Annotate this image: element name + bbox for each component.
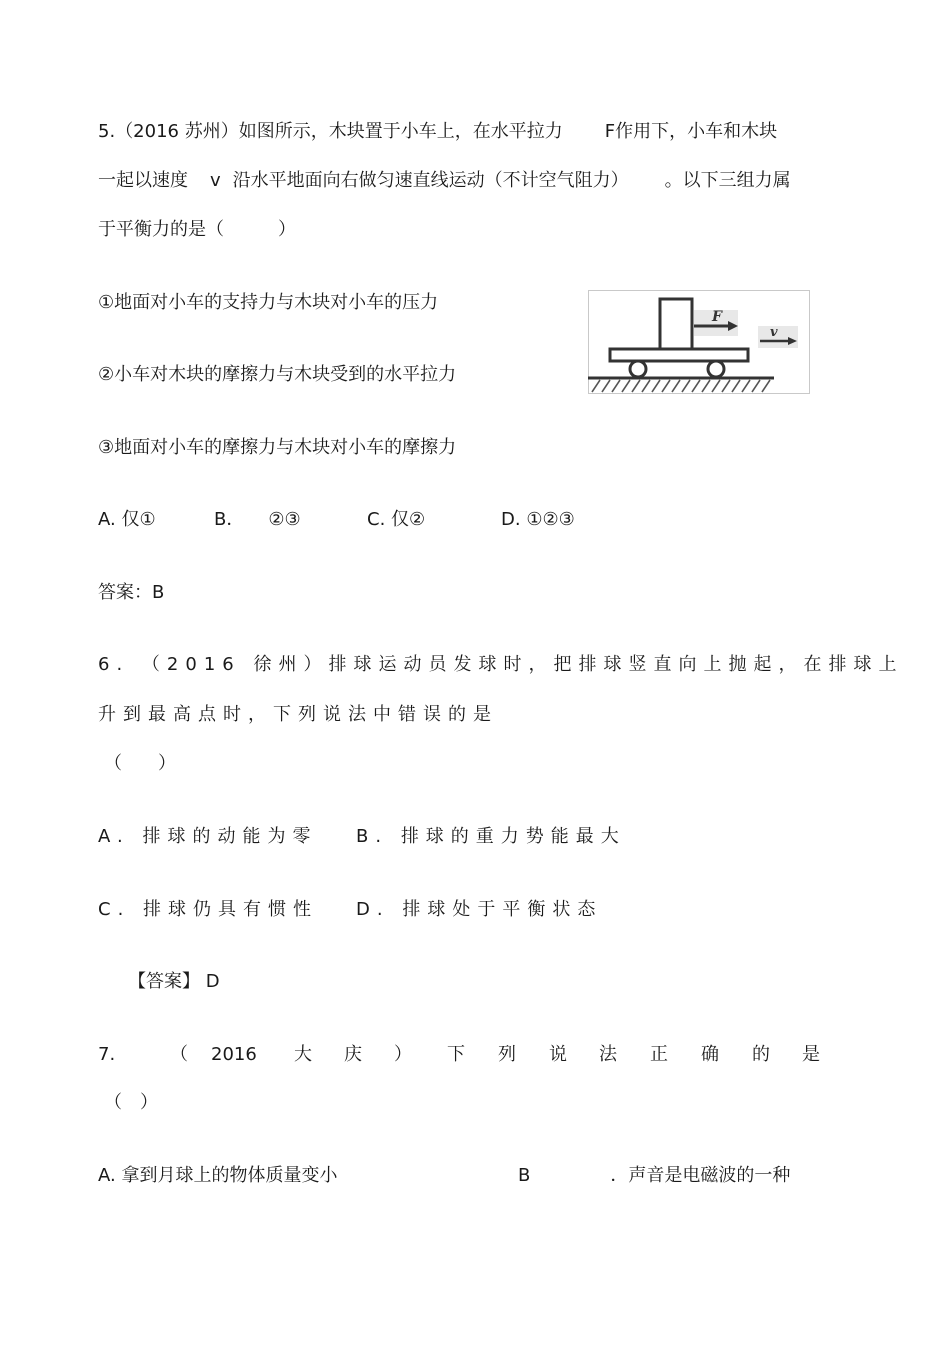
- v-label-shade: [758, 326, 798, 348]
- q5-text-a: 如图所示，木块置于小车上，在水平拉力: [238, 121, 563, 142]
- cart-body: [610, 349, 748, 361]
- q7-token-number: 7.: [98, 1044, 116, 1065]
- velocity-label-v: v: [770, 325, 778, 340]
- q7-token-de: 的: [752, 1044, 770, 1065]
- q6-text: （2016 徐州）排球运动员发球时，把排球竖直向上抛起，在排球上: [141, 654, 904, 675]
- cart-wheel-right: [708, 361, 724, 377]
- q5-option-c-letter: C.: [367, 509, 386, 530]
- q6-option-a: [98, 825, 317, 849]
- q7-token-da: 大: [294, 1044, 312, 1065]
- q5-symbol-v: v: [210, 170, 221, 191]
- q6-number: 6.: [98, 654, 130, 675]
- q5-option-d-letter: D.: [501, 509, 521, 530]
- q7-line-2: （ ）: [104, 1092, 158, 1113]
- q7-option-b-letter: B: [518, 1165, 531, 1186]
- q7-token-year: 2016: [211, 1044, 257, 1065]
- q5-option-c: [367, 508, 425, 532]
- q6-line-2: 升到最高点时，下列说法中错误的是: [98, 704, 498, 725]
- q5-option-d-text: ①②③: [526, 509, 575, 530]
- q5-number: 5.: [98, 121, 116, 142]
- q5-option-a-letter: A.: [98, 509, 116, 530]
- q6-option-c-text: 排球仍具有惯性: [143, 899, 319, 920]
- q7-token-que: 确: [701, 1044, 719, 1065]
- q6-option-d-letter: D.: [356, 899, 390, 920]
- q6-option-d-text: 排球处于平衡状态: [402, 899, 603, 920]
- q5-source: （2016 苏州）: [115, 121, 239, 142]
- q6-option-b: [356, 825, 626, 849]
- q7-token-open-paren: （: [170, 1044, 188, 1065]
- q5-statement-3: ③地面对小车的摩擦力与木块对小车的摩擦力: [98, 437, 457, 458]
- q5-option-a-text: 仅①: [121, 509, 156, 530]
- q6-option-d: [356, 898, 602, 922]
- q7-token-lie: 列: [498, 1044, 516, 1065]
- q5-option-d: [501, 508, 575, 532]
- q7-token-fa: 法: [599, 1044, 617, 1065]
- q5-statement-1: ①地面对小车的支持力与木块对小车的压力: [98, 292, 439, 313]
- q7-token-qing: 庆: [344, 1044, 362, 1065]
- q6-answer-value: D: [205, 971, 220, 992]
- q5-option-b: [214, 508, 301, 532]
- q5-line2-text-b: 沿水平地面向右做匀速直线运动（不计空气阻力）: [232, 170, 629, 191]
- q6-option-c-letter: C.: [98, 899, 131, 920]
- cart-figure: [588, 290, 810, 394]
- q7-option-a: [98, 1164, 337, 1188]
- q5-line-3: 于平衡力的是（ ）: [98, 219, 296, 240]
- q7-token-zheng: 正: [650, 1044, 668, 1065]
- q5-line-1: [98, 120, 777, 144]
- q5-statement-2: ②小车对木块的摩擦力与木块受到的水平拉力: [98, 364, 457, 385]
- q5-line-2: [98, 169, 791, 193]
- q6-option-a-letter: A.: [98, 826, 130, 847]
- q7-token-close-paren: ）: [394, 1044, 412, 1065]
- q6-line-3: （ ）: [104, 753, 176, 774]
- q7-option-b-text: ．声音是电磁波的一种: [610, 1165, 791, 1186]
- q5-text-b: 作用下，小车和木块: [615, 121, 778, 142]
- q6-option-b-letter: B.: [356, 826, 389, 847]
- q6-option-b-text: 排球的重力势能最大: [400, 826, 626, 847]
- q7-token-shuo: 说: [549, 1044, 567, 1065]
- force-label-f: F: [712, 309, 722, 325]
- q5-option-b-text: ②③: [268, 509, 301, 530]
- q7-token-xia: 下: [447, 1044, 465, 1065]
- q5-option-a: [98, 508, 156, 532]
- q5-answer: 答案：B: [98, 582, 165, 603]
- q6-answer-label: 【答案】: [128, 971, 200, 992]
- cart-diagram: [588, 290, 810, 394]
- q5-option-b-letter: B．: [214, 509, 245, 530]
- q6-option-c: [98, 898, 318, 922]
- q7-token-shi: 是: [802, 1044, 820, 1065]
- q7-option-a-letter: A.: [98, 1165, 116, 1186]
- wooden-block: [660, 299, 692, 349]
- q7-option-b: [518, 1164, 790, 1188]
- q6-answer: [128, 970, 220, 994]
- q5-line2-text-c: 。以下三组力属: [664, 170, 791, 191]
- q7-option-a-text: 拿到月球上的物体质量变小: [121, 1165, 338, 1186]
- q6-line-1: [98, 653, 903, 677]
- q5-symbol-f: F: [604, 121, 616, 142]
- q5-line2-text-a: 一起以速度: [98, 170, 188, 191]
- cart-wheel-left: [630, 361, 646, 377]
- q6-option-a-text: 排球的动能为零: [142, 826, 318, 847]
- q5-option-c-text: 仅②: [391, 509, 426, 530]
